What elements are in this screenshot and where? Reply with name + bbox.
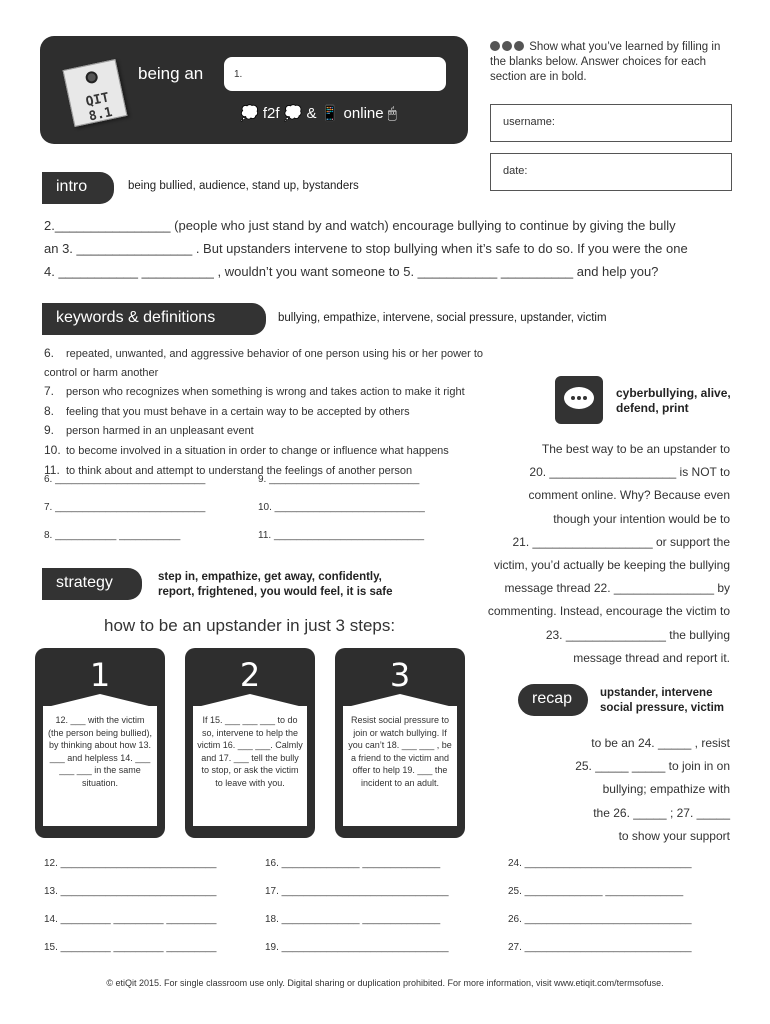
f2f-online-text: 💭 f2f 💭 & 📱 online 🖱 bbox=[240, 105, 397, 122]
definition-row: 11. to think about and attempt to understand the feelings of another person bbox=[44, 462, 413, 477]
step-text: Resist social pressure to join or watch bullying. If you can’t 18. ___ ___ , be a friend to the victim and offer to help 19. ___ the incident to an adult. bbox=[343, 706, 457, 826]
step-number: 3 bbox=[389, 656, 411, 694]
instructions-text: Show what you’ve learned by filling in the blanks below. Answer choices for each section are in bold. bbox=[490, 41, 721, 83]
step-card-2 bbox=[185, 648, 315, 838]
answer-27[interactable]: 27. ______________________________ bbox=[508, 942, 692, 953]
instructions bbox=[490, 40, 730, 85]
answer-15[interactable]: 15. _________ _________ _________ bbox=[44, 942, 217, 953]
blank-1-field[interactable]: 1. bbox=[224, 57, 446, 91]
intro-tag: intro bbox=[42, 172, 114, 204]
answer-14[interactable]: 14. _________ _________ _________ bbox=[44, 914, 217, 925]
definition-row: 8. feeling that you must behave in a certain way to be accepted by others bbox=[44, 403, 410, 418]
answer-25[interactable]: 25. ______________ ______________ bbox=[508, 886, 684, 897]
answer-17[interactable]: 17. ______________________________ bbox=[265, 886, 449, 897]
step-card-1 bbox=[35, 648, 165, 838]
username-field[interactable]: username: bbox=[490, 104, 732, 142]
answer-10[interactable]: 10. ___________________________ bbox=[258, 502, 425, 513]
answer-26[interactable]: 26. ______________________________ bbox=[508, 914, 692, 925]
definition-row: 6. repeated, unwanted, and aggressive behavior of one person using his or her power to control or harm another bbox=[44, 346, 484, 379]
strategy-word-bank: step in, empathize, get away, confidently, report, frightened, you would feel, it is safe bbox=[158, 571, 393, 598]
strategy-tag: strategy bbox=[42, 568, 142, 600]
definitions-list bbox=[44, 344, 514, 480]
chat-bubble-icon bbox=[555, 376, 603, 424]
keywords-word-bank: bullying, empathize, intervene, social pressure, upstander, victim bbox=[278, 312, 607, 324]
answer-11[interactable]: 11. ___________________________ bbox=[258, 530, 425, 541]
pushpin-icon bbox=[85, 70, 99, 84]
intro-line-3: 4. ___________ __________ , wouldn’t you want someone to 5. ___________ __________ and help you? bbox=[44, 264, 659, 279]
recap-word-bank: upstander, intervene social pressure, victim bbox=[600, 687, 725, 714]
intro-word-bank: being bullied, audience, stand up, bystanders bbox=[128, 180, 359, 192]
cyber-word-bank: cyberbullying, alive, defend, print bbox=[616, 386, 731, 415]
answer-19[interactable]: 19. ______________________________ bbox=[265, 942, 449, 953]
step-card-3 bbox=[335, 648, 465, 838]
date-field[interactable]: date: bbox=[490, 153, 732, 191]
being-an-text: being an bbox=[138, 64, 204, 83]
answer-16[interactable]: 16. ______________ ______________ bbox=[265, 858, 441, 869]
definition-row: 9. person harmed in an unpleasant event bbox=[44, 423, 254, 438]
qit-label: QIT 8.1 bbox=[84, 90, 114, 125]
definition-row: 10. to become involved in a situation in order to change or influence what happens bbox=[44, 442, 449, 457]
footer-copyright: © etiQit 2015. For single classroom use only. Digital sharing or duplication prohibited. For more information, visit www.etiqit.com/termsofuse. bbox=[106, 978, 664, 988]
keywords-tag: keywords & definitions bbox=[42, 303, 266, 335]
step-number: 2 bbox=[239, 656, 261, 694]
recap-paragraph: to be an 24. _____ , resist 25. _____ _____ to join in on bullying; empathize with the 26. _____ ; 27. _____ to show your support bbox=[575, 736, 730, 843]
answer-18[interactable]: 18. ______________ ______________ bbox=[265, 914, 441, 925]
answer-13[interactable]: 13. ____________________________ bbox=[44, 886, 217, 897]
step-number: 1 bbox=[89, 656, 111, 694]
recap-tag: recap bbox=[518, 684, 588, 716]
answer-9[interactable]: 9. ___________________________ bbox=[258, 474, 420, 485]
intro-line-1: 2.________________ (people who just stand by and watch) encourage bullying to continue by giving the bully bbox=[44, 218, 676, 233]
answer-7[interactable]: 7. ___________________________ bbox=[44, 502, 206, 513]
answer-12[interactable]: 12. ____________________________ bbox=[44, 858, 217, 869]
answer-6[interactable]: 6. ___________________________ bbox=[44, 474, 206, 485]
answer-24[interactable]: 24. ______________________________ bbox=[508, 858, 692, 869]
step-text: 12. ___ with the victim (the person being bullied), by thinking about how 13. ___ and helpless 14. ___ ___ ___ in the same situation. bbox=[43, 706, 157, 826]
cyber-paragraph: The best way to be an upstander to 20. ___________________ is NOT to comment online. Why? Because even though your intention would be to 21. __________________ or support the victim, you’d actually be keeping the bullying message thread 22. _______________ by commenting. Instead, encourage the victim to 23. _______________ the bullying message thread and report it. bbox=[487, 442, 730, 665]
steps-title: how to be an upstander in just 3 steps: bbox=[104, 616, 396, 635]
intro-line-2: an 3. ________________ . But upstanders intervene to stop bullying when it’s safe to do so. If you were the one bbox=[44, 241, 688, 256]
definition-row: 7. person who recognizes when something is wrong and takes action to make it right bbox=[44, 384, 465, 399]
answer-8[interactable]: 8. ___________ ___________ bbox=[44, 530, 181, 541]
qit-card bbox=[63, 59, 128, 127]
step-text: If 15. ___ ___ ___ to do so, intervene to help the victim 16. ___ ___. Calmly and 17. ___ tell the bully to stop, or ask the victim to leave with you. bbox=[193, 706, 307, 826]
dots-icon bbox=[490, 40, 526, 55]
